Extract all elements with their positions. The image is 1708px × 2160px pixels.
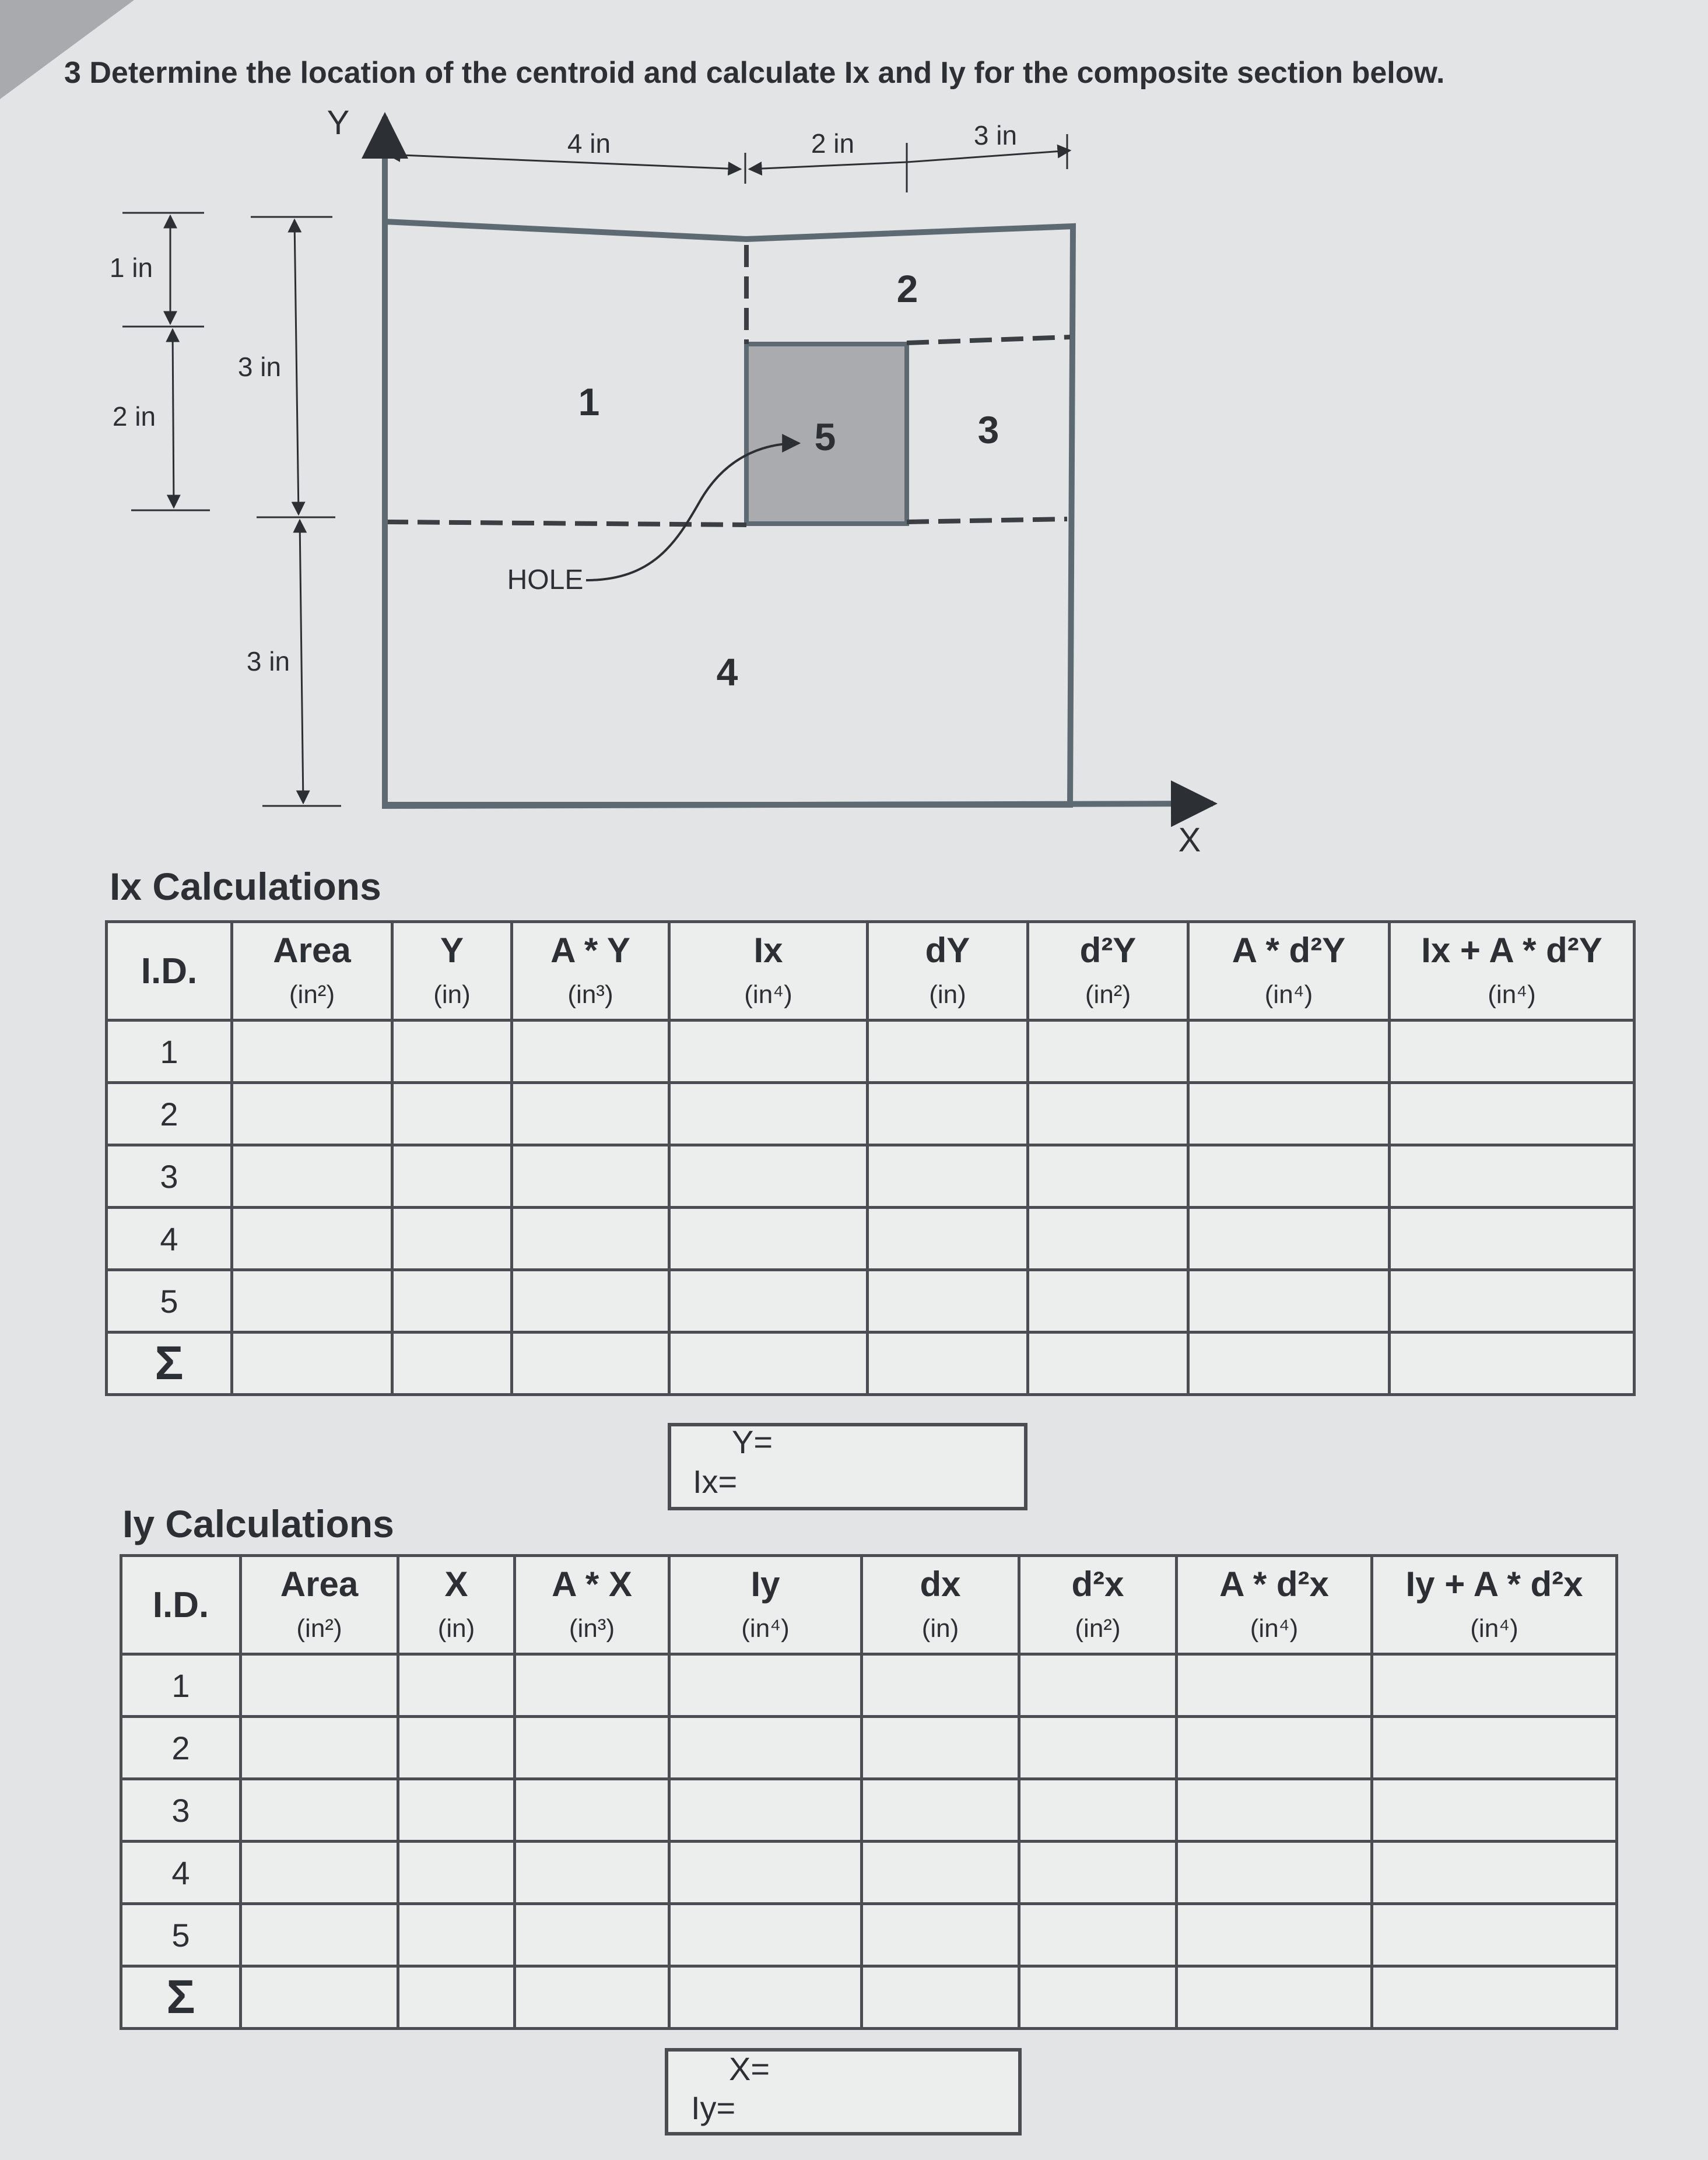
input-cell[interactable]: [1188, 1208, 1390, 1270]
table-row: [121, 1904, 1617, 1966]
input-cell[interactable]: [1188, 1083, 1390, 1145]
ix-header-id: I.D.: [107, 922, 232, 1021]
input-cell[interactable]: [868, 1333, 1028, 1395]
input-cell[interactable]: [515, 1654, 669, 1717]
input-cell[interactable]: [392, 1333, 512, 1395]
table-row: [107, 1270, 1635, 1333]
iy-result-label: Iy=: [691, 2089, 736, 2126]
input-cell[interactable]: [232, 1333, 392, 1395]
dim-top-2in: [749, 162, 907, 169]
dim-top-4in: [388, 155, 741, 169]
input-cell[interactable]: [515, 1779, 669, 1842]
ix-header-dy: dY (in): [868, 922, 1028, 1021]
table-row: [121, 1779, 1617, 1842]
region-label-2: 2: [896, 267, 918, 310]
input-cell[interactable]: [1177, 1904, 1372, 1966]
iy-header-total: Iy + A * d²x (in⁴): [1372, 1556, 1617, 1654]
input-cell[interactable]: [1019, 1966, 1177, 2029]
ix-header-d2y: d²Y (in²): [1028, 922, 1188, 1021]
region-label-5: 5: [814, 415, 836, 458]
input-cell[interactable]: [1188, 1021, 1390, 1083]
input-cell[interactable]: [1019, 1904, 1177, 1966]
input-cell[interactable]: [1372, 1904, 1617, 1966]
row-id: 2: [121, 1717, 241, 1779]
iy-header-x: X (in): [398, 1556, 515, 1654]
input-cell[interactable]: [398, 1966, 515, 2029]
input-cell[interactable]: [1177, 1842, 1372, 1904]
input-cell[interactable]: [1028, 1333, 1188, 1395]
iy-header-iy: Iy (in⁴): [669, 1556, 862, 1654]
region-label-1: 1: [578, 380, 600, 423]
input-cell[interactable]: [398, 1654, 515, 1717]
input-cell[interactable]: [392, 1021, 512, 1083]
input-cell[interactable]: [392, 1208, 512, 1270]
x-axis-label: X: [1178, 821, 1201, 851]
iy-header-row: [121, 1556, 1617, 1654]
input-cell[interactable]: [398, 1842, 515, 1904]
ix-header-ix: Ix (in⁴): [669, 922, 868, 1021]
input-cell[interactable]: [1177, 1779, 1372, 1842]
input-cell[interactable]: [669, 1842, 862, 1904]
table-row: [121, 1717, 1617, 1779]
input-cell[interactable]: [669, 1145, 868, 1208]
input-cell[interactable]: [232, 1145, 392, 1208]
input-cell[interactable]: [1188, 1270, 1390, 1333]
input-cell[interactable]: [669, 1779, 862, 1842]
input-cell[interactable]: [1372, 1654, 1617, 1717]
x-axis: [382, 804, 1213, 806]
dim-label-3in: 3 in: [973, 120, 1018, 150]
input-cell[interactable]: [1372, 1966, 1617, 2029]
input-cell[interactable]: [669, 1083, 868, 1145]
centroid-x-label: X=: [729, 2050, 770, 2087]
input-cell[interactable]: [868, 1021, 1028, 1083]
row-id: 2: [107, 1083, 232, 1145]
input-cell[interactable]: [515, 1966, 669, 2029]
table-row-sum: [107, 1333, 1635, 1395]
input-cell[interactable]: [868, 1270, 1028, 1333]
iy-header-ax: A * X (in³): [515, 1556, 669, 1654]
input-cell[interactable]: [1028, 1021, 1188, 1083]
input-cell[interactable]: [515, 1904, 669, 1966]
input-cell[interactable]: [1372, 1779, 1617, 1842]
dim-left-3in-upper: [294, 220, 299, 514]
region-label-4: 4: [716, 650, 738, 693]
divider-2-3: [907, 337, 1070, 343]
ix-header-ay: A * Y (in³): [512, 922, 669, 1021]
region-label-3: 3: [977, 408, 999, 451]
row-id: 3: [121, 1779, 241, 1842]
input-cell[interactable]: [398, 1717, 515, 1779]
iy-header-id: I.D.: [121, 1556, 241, 1654]
input-cell[interactable]: [1019, 1717, 1177, 1779]
row-id: 4: [121, 1842, 241, 1904]
input-cell[interactable]: [868, 1083, 1028, 1145]
input-cell[interactable]: [669, 1717, 862, 1779]
input-cell[interactable]: [1028, 1145, 1188, 1208]
input-cell[interactable]: [1177, 1966, 1372, 2029]
input-cell[interactable]: [1390, 1270, 1635, 1333]
iy-calc-title: Iy Calculations: [122, 1502, 394, 1545]
table-row: [121, 1654, 1617, 1717]
input-cell[interactable]: [392, 1270, 512, 1333]
input-cell[interactable]: [1019, 1842, 1177, 1904]
input-cell[interactable]: [669, 1966, 862, 2029]
dim-label-4in: 4 in: [567, 128, 611, 159]
divider-1-4: [386, 522, 746, 525]
input-cell[interactable]: [1390, 1083, 1635, 1145]
input-cell[interactable]: [1390, 1333, 1635, 1395]
hole-label: HOLE: [507, 564, 584, 595]
input-cell[interactable]: [512, 1333, 669, 1395]
input-cell[interactable]: [512, 1145, 669, 1208]
input-cell[interactable]: [862, 1779, 1019, 1842]
ix-header-total: Ix + A * d²Y (in⁴): [1390, 922, 1635, 1021]
input-cell[interactable]: [1188, 1333, 1390, 1395]
input-cell[interactable]: [1028, 1083, 1188, 1145]
composite-section-diagram: [0, 0, 1708, 851]
input-cell[interactable]: [515, 1842, 669, 1904]
iy-header-d2x: d²x (in²): [1019, 1556, 1177, 1654]
input-cell[interactable]: [241, 1717, 398, 1779]
input-cell[interactable]: [868, 1145, 1028, 1208]
input-cell[interactable]: [512, 1208, 669, 1270]
input-cell[interactable]: [232, 1270, 392, 1333]
ix-result-label: Ix=: [693, 1463, 738, 1500]
sigma-label: Σ: [121, 1966, 241, 2029]
input-cell[interactable]: [1019, 1654, 1177, 1717]
y-axis-label: Y: [327, 104, 350, 142]
dim-label-2in: 2 in: [811, 128, 855, 159]
dim-top-3in: [907, 150, 1070, 162]
dim-label-2in-left: 2 in: [112, 401, 156, 432]
question-title: 3 Determine the location of the centroid and calculate Ix and Iy for the composite section below.: [64, 56, 1445, 90]
input-cell[interactable]: [1372, 1842, 1617, 1904]
input-cell[interactable]: [669, 1654, 862, 1717]
input-cell[interactable]: [669, 1333, 868, 1395]
input-cell[interactable]: [241, 1904, 398, 1966]
input-cell[interactable]: [392, 1145, 512, 1208]
input-cell[interactable]: [1028, 1208, 1188, 1270]
dim-left-2in: [173, 329, 174, 507]
row-id: 1: [107, 1021, 232, 1083]
input-cell[interactable]: [512, 1270, 669, 1333]
table-row: [107, 1145, 1635, 1208]
divider-3-4: [907, 519, 1067, 522]
input-cell[interactable]: [1390, 1145, 1635, 1208]
ix-calc-title: Ix Calculations: [110, 865, 381, 908]
table-row: [107, 1021, 1635, 1083]
ix-header-ad2y: A * d²Y (in⁴): [1188, 922, 1390, 1021]
input-cell[interactable]: [868, 1208, 1028, 1270]
input-cell[interactable]: [862, 1654, 1019, 1717]
iy-calc-table: [120, 1554, 1618, 2030]
input-cell[interactable]: [398, 1779, 515, 1842]
input-cell[interactable]: [669, 1270, 868, 1333]
input-cell[interactable]: [512, 1083, 669, 1145]
iy-header-ad2x: A * d²x (in⁴): [1177, 1556, 1372, 1654]
input-cell[interactable]: [392, 1083, 512, 1145]
dim-left-3in-lower: [300, 520, 303, 803]
dim-label-3in-lower: 3 in: [246, 646, 290, 676]
input-cell[interactable]: [1390, 1021, 1635, 1083]
table-row: [107, 1208, 1635, 1270]
sigma-label: Σ: [107, 1333, 232, 1395]
input-cell[interactable]: [1372, 1717, 1617, 1779]
iy-header-dx: dx (in): [862, 1556, 1019, 1654]
input-cell[interactable]: [512, 1021, 669, 1083]
centroid-y-label: Y=: [732, 1423, 773, 1460]
input-cell[interactable]: [1019, 1779, 1177, 1842]
input-cell[interactable]: [1390, 1208, 1635, 1270]
input-cell[interactable]: [232, 1083, 392, 1145]
dim-label-3in-upper: 3 in: [237, 352, 282, 382]
row-id: 5: [107, 1270, 232, 1333]
iy-header-area: Area (in²): [241, 1556, 398, 1654]
input-cell[interactable]: [669, 1208, 868, 1270]
input-cell[interactable]: [398, 1904, 515, 1966]
row-id: 5: [121, 1904, 241, 1966]
input-cell[interactable]: [669, 1904, 862, 1966]
input-cell[interactable]: [241, 1842, 398, 1904]
input-cell[interactable]: [862, 1717, 1019, 1779]
row-id: 4: [107, 1208, 232, 1270]
section-outline: [385, 222, 1073, 805]
table-row-sum: [121, 1966, 1617, 2029]
input-cell[interactable]: [241, 1779, 398, 1842]
input-cell[interactable]: [1028, 1270, 1188, 1333]
row-id: 3: [107, 1145, 232, 1208]
dim-label-1in: 1 in: [109, 253, 153, 283]
input-cell[interactable]: [1177, 1717, 1372, 1779]
table-row: [121, 1842, 1617, 1904]
input-cell[interactable]: [232, 1208, 392, 1270]
ix-header-row: [107, 922, 1635, 1021]
row-id: 1: [121, 1654, 241, 1717]
input-cell[interactable]: [862, 1842, 1019, 1904]
input-cell[interactable]: [241, 1654, 398, 1717]
input-cell[interactable]: [1177, 1654, 1372, 1717]
ix-header-area: Area (in²): [232, 922, 392, 1021]
input-cell[interactable]: [1188, 1145, 1390, 1208]
input-cell[interactable]: [241, 1966, 398, 2029]
input-cell[interactable]: [232, 1021, 392, 1083]
table-row: [107, 1083, 1635, 1145]
input-cell[interactable]: [862, 1966, 1019, 2029]
input-cell[interactable]: [862, 1904, 1019, 1966]
input-cell[interactable]: [669, 1021, 868, 1083]
ix-header-y: Y (in): [392, 922, 512, 1021]
input-cell[interactable]: [515, 1717, 669, 1779]
ix-calc-table: [105, 920, 1636, 1396]
